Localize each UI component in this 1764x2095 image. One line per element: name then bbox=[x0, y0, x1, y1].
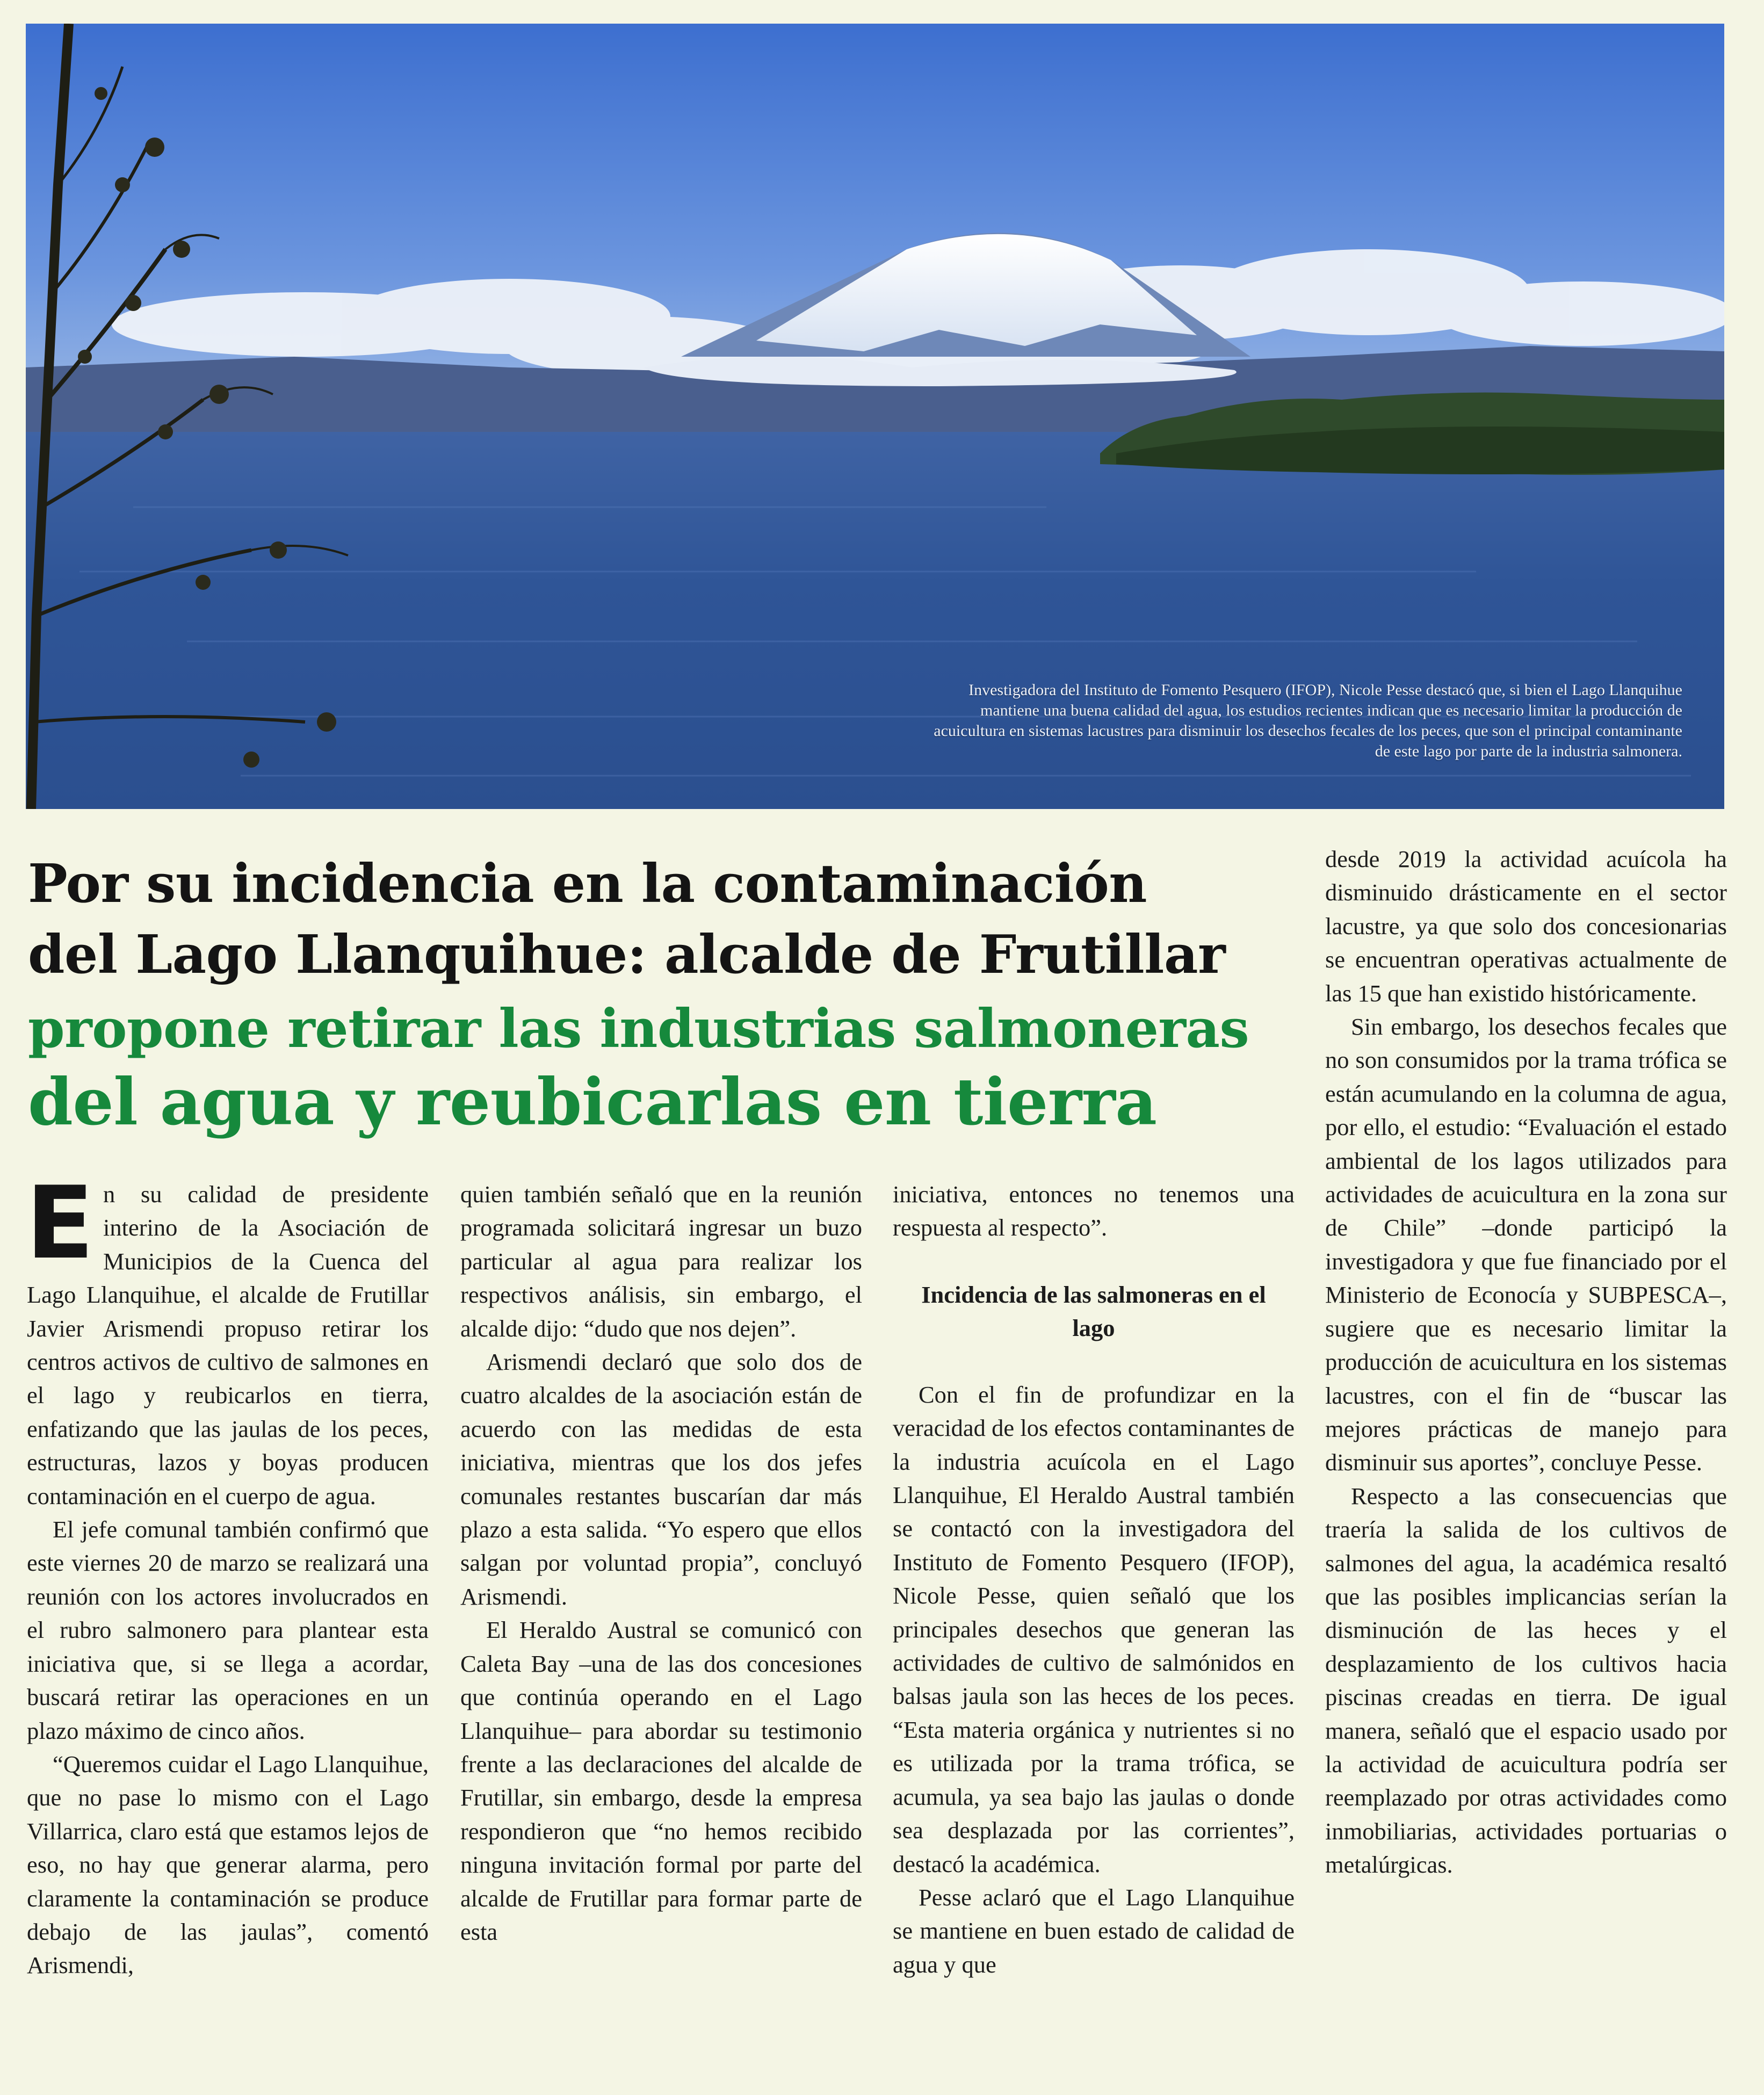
drop-cap: E bbox=[26, 1165, 95, 1281]
article-column-3 bbox=[893, 1177, 1295, 1981]
article-paragraph: Arismendi declaró que solo dos de cuatro alcaldes de la asociación están de acuerdo con las medidas de esta iniciativa, mientras que los dos jefes comunales restantes buscarían dar más plazo a esta salida. “Yo espero que ellos salgan por voluntad propia”, concluyó Arismendi. bbox=[460, 1348, 862, 1610]
article-paragraph: El Heraldo Austral se comunicó con Caleta Bay –una de las dos concesiones que continúa operando en el Lago Llanquihue– para abordar su testimonio frente a las declaraciones del alcalde de Frutillar, sin embargo, desde la empresa respondieron que “no hemos recibido ninguna invitación formal por parte del alcalde de Frutillar para formar parte de esta bbox=[460, 1616, 862, 1945]
headline-line-1: Por su incidencia en la contaminación bbox=[28, 853, 1147, 915]
headline bbox=[28, 849, 1306, 1138]
article-paragraph: En su calidad de presidente interino de la Asociación de Municipios de la Cuenca del Lago Llanquihue, el alcalde de Frutillar Javier Arismendi propuso retirar los centros activos de cultivo de salmones en el lago y reubicarlos en tierra, enfatizando que las jaulas de los peces, estructuras, lazos y boyas producen contaminación en el cuerpo de agua. bbox=[26, 1165, 429, 1509]
lake-volcano-photo bbox=[26, 24, 1724, 809]
article-paragraph: Sin embargo, los desechos fecales que no son consumidos por la trama trófica se están acumulando en la columna de agua, por ello, el estudio: “Evaluación el estado ambiental de los lagos utilizados para actividades de acuicultura en la zona sur de Chile” –donde participó la investigadora y que fue financiado por el Ministerio de Econocía y SUBPESCA–, sugiere que es necesario limitar la producción de acuicultura en los sistemas lacustres, con el fin de “buscar las mejores prácticas de manejo para disminuir sus aportes”, concluye Pesse. bbox=[1325, 1013, 1727, 1476]
article-paragraph: Respecto a las consecuencias que traería la salida de los cultivos de salmones del agua, la académica resaltó que las posibles implicancias serían la disminución de las heces y el desplazamiento de los cultivos hacia piscinas creadas en tierra. De igual manera, señaló que el espacio usado por la actividad de acuicultura podría ser reemplazado por otras actividades como inmobiliarias, actividades portuarias o metalúrgicas. bbox=[1325, 1482, 1727, 1879]
article-column-4 bbox=[1325, 842, 1727, 1882]
article-paragraph: Pesse aclaró que el Lago Llanquihue se mantiene en buen estado de calidad de agua y que bbox=[893, 1883, 1295, 1978]
headline-line-3: propone retirar las industrias salmoneras bbox=[28, 998, 1249, 1060]
article-column-1 bbox=[26, 1165, 429, 1982]
article-column-2 bbox=[460, 1177, 862, 1948]
headline-line-4: del agua y reubicarlas en tierra bbox=[28, 1064, 1157, 1140]
article-paragraph: iniciativa, entonces no tenemos una respuesta al respecto”. bbox=[893, 1181, 1295, 1241]
section-subheading: Incidencia de las salmoneras en el lago bbox=[921, 1281, 1266, 1341]
article-paragraph: quien también señaló que en la reunión programada solicitará ingresar un buzo particular al agua para realizar los respectivos análisis, sin embargo, el alcalde dijo: “dudo que nos dejen”. bbox=[460, 1181, 862, 1342]
article-paragraph: “Queremos cuidar el Lago Llanquihue, que no pase lo mismo con el Lago Villarrica, claro está que estamos lejos de eso, no hay que generar alarma, pero claramente la contaminación se produce debajo de las jaulas”, comentó Arismendi, bbox=[27, 1750, 429, 1979]
article-paragraph: Con el fin de profundizar en la veracidad de los efectos contaminantes de la industria acuícola en el Lago Llanquihue, El Heraldo Austral también se contactó con la investigadora del Instituto de Fomento Pesquero (IFOP), Nicole Pesse, quien señaló que los principales desechos que generan las actividades de cultivo de salmónidos en balsas jaula son las heces de los peces. “Esta materia orgánica y nutrientes si no es utilizada por la trama trófica, se acumula, ya sea bajo las jaulas o donde sea desplazada por las corrientes”, destacó la académica. bbox=[893, 1381, 1295, 1877]
photo-caption: Investigadora del Instituto de Fomento Pesquero (IFOP), Nicole Pesse destacó que, si bien el Lago Llanquihue mantiene una buena calidad del agua, los estudios recientes indican que es necesario limitar la producción de acuicultura en sistemas lacustres para disminuir los desechos fecales de los peces, que son el principal contaminante de este lago por parte de la industria salmonera. bbox=[934, 681, 1682, 760]
article-paragraph: desde 2019 la actividad acuícola ha disminuido drásticamente en el sector lacustre, ya que solo dos concesionarias se encuentran operativas actualmente de las 15 que han existido históricamente. bbox=[1325, 846, 1727, 1007]
headline-line-2: del Lago Llanquihue: alcalde de Frutillar bbox=[28, 924, 1226, 986]
article-paragraph: El jefe comunal también confirmó que este viernes 20 de marzo se realizará una reunión con los actores involucrados en el rubro salmonero para plantear esta iniciativa que, si se llega a acordar, buscará retirar las operaciones en un plazo máximo de cinco años. bbox=[27, 1516, 429, 1744]
